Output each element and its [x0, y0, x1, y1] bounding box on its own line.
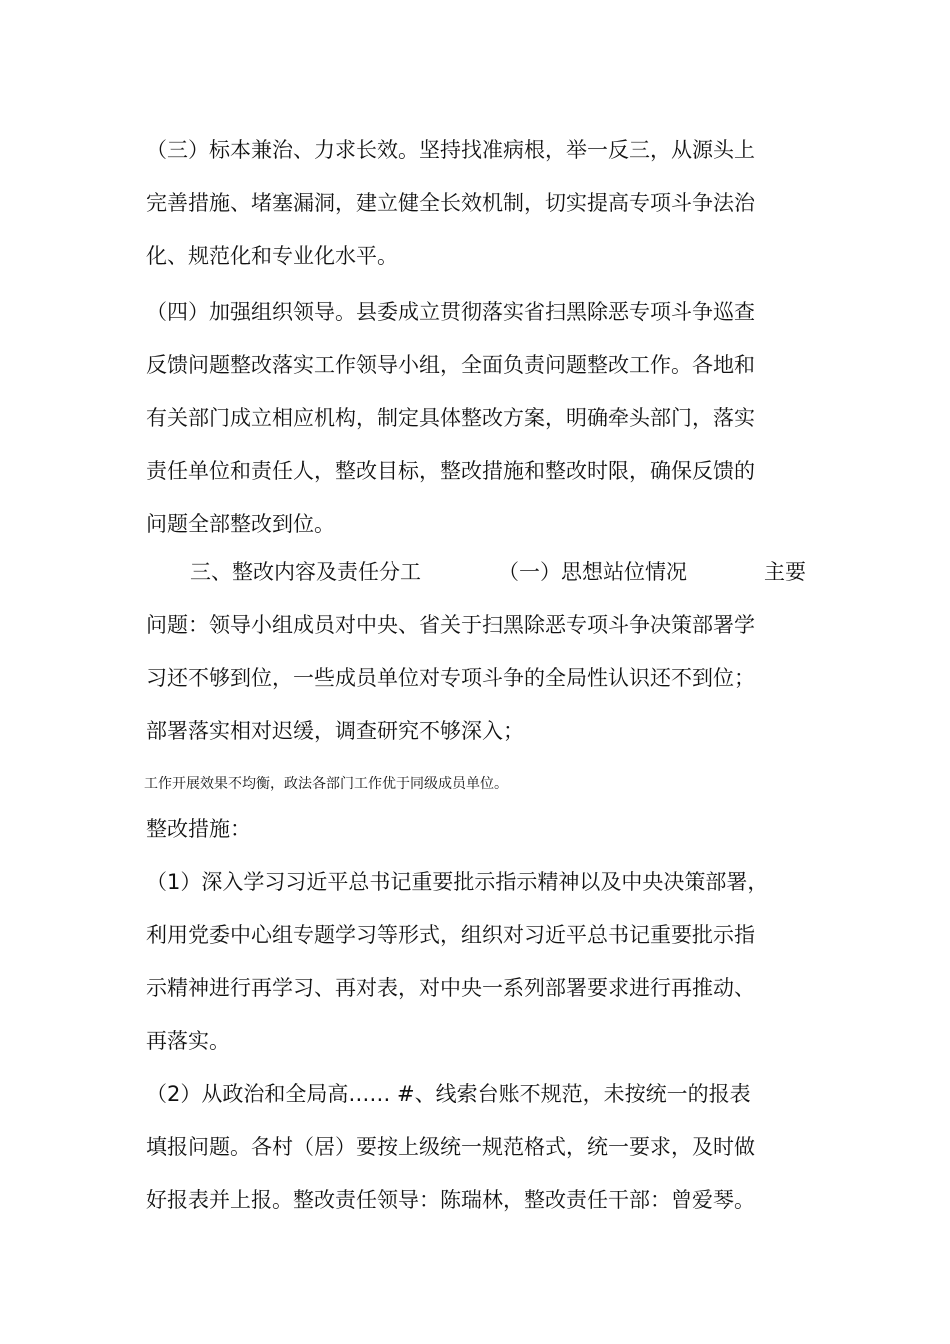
- paragraph-zhenggai-neirong: [146, 546, 806, 811]
- paragraph-measure-1: [146, 856, 806, 1068]
- text-line: 责任单位和责任人，整改目标，整改措施和整改时限，确保反馈的: [146, 459, 755, 483]
- text-line: 好报表并上报。整改责任领导：陈瑞林，整改责任干部：曾爱琴。: [146, 1188, 755, 1212]
- text-line: 问题全部整改到位。: [146, 512, 335, 536]
- paragraph-zhenggai-cuoshi-label: [146, 806, 806, 853]
- section-heading: 三、整改内容及责任分工: [190, 560, 421, 584]
- text-line: （三）标本兼治、力求长效。坚持找准病根，举一反三，从源头上: [146, 138, 755, 162]
- text-line: 完善措施、堵塞漏洞，建立健全长效机制，切实提高专项斗争法治: [146, 191, 755, 215]
- paragraph-measure-2: [146, 1068, 806, 1227]
- text-line: 示精神进行再学习、再对表，对中央一系列部署要求进行再推动、: [146, 976, 755, 1000]
- text-line: 问题：领导小组成员对中央、省关于扫黑除恶专项斗争决策部署学: [146, 613, 755, 637]
- section-heading-line: [146, 546, 806, 599]
- text-line: 工作开展效果不均衡，政法各部门工作优于同级成员单位。: [144, 776, 508, 792]
- text-line: （四）加强组织领导。县委成立贯彻落实省扫黑除恶专项斗争巡查: [146, 300, 755, 324]
- text-line: 再落实。: [146, 1029, 230, 1053]
- paragraph-biaoben-jianzhi: [146, 124, 806, 283]
- text-fragment: 主要: [764, 560, 806, 584]
- text-line: 有关部门成立相应机构，制定具体整改方案，明确牵头部门，落实: [146, 406, 755, 430]
- text-line: 填报问题。各村（居）要按上级统一规范格式，统一要求，及时做: [146, 1135, 755, 1159]
- subsection-heading: （一）思想站位情况: [498, 560, 687, 584]
- text-line: （1）深入学习习近平总书记重要批示指示精神以及中央决策部署，: [146, 870, 769, 894]
- text-line: 化、规范化和专业化水平。: [146, 244, 398, 268]
- text-line: （2）从政治和全局高…… #、线索台账不规范，未按统一的报表: [146, 1082, 751, 1106]
- text-line: 整改措施：: [146, 817, 251, 841]
- paragraph-zuzhi-lingdao: [146, 286, 806, 551]
- text-line: 利用党委中心组专题学习等形式，组织对习近平总书记重要批示指: [146, 923, 755, 947]
- text-line: 部署落实相对迟缓，调查研究不够深入；: [146, 719, 524, 743]
- text-line: 反馈问题整改落实工作领导小组，全面负责问题整改工作。各地和: [146, 353, 755, 377]
- text-line: 习还不够到位，一些成员单位对专项斗争的全局性认识还不到位；: [146, 666, 755, 690]
